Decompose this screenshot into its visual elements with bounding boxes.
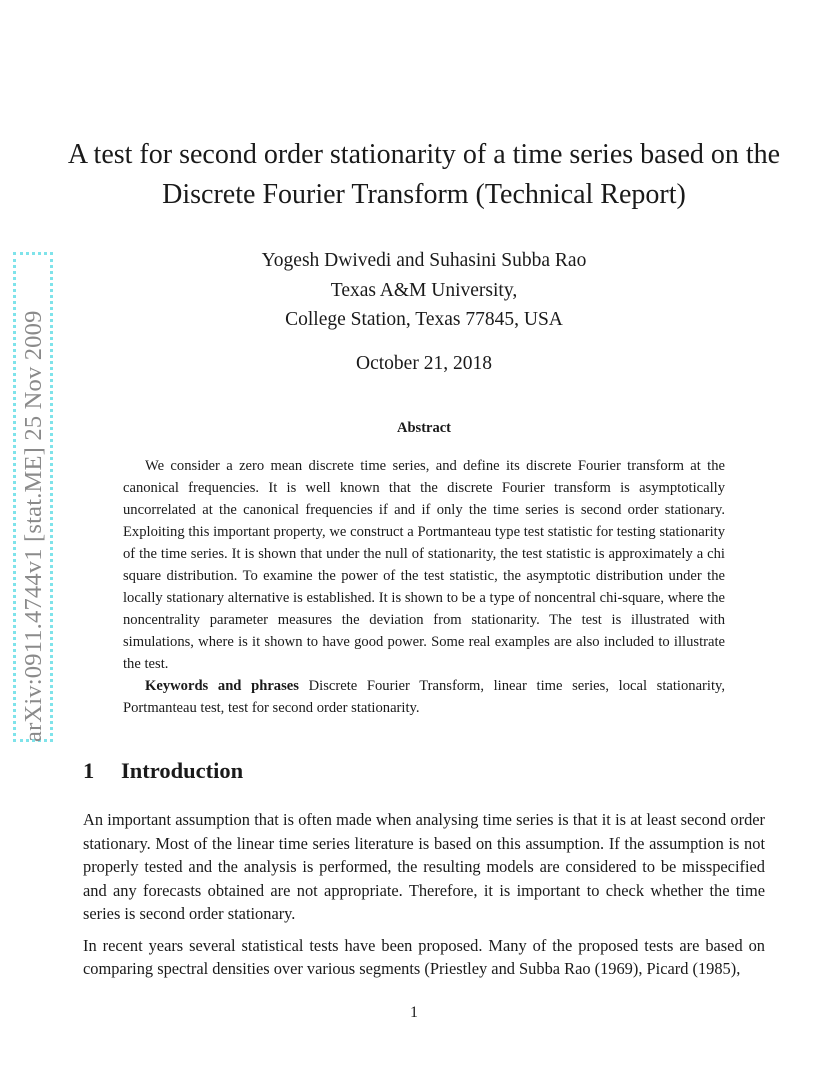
page-number: 1	[410, 1004, 418, 1021]
section-number: 1	[83, 758, 95, 783]
keywords-list: Discrete Fourier Transform, linear time series, local stationarity, Portmanteau test, test for second order stationarity.	[123, 678, 726, 716]
section-title: Introduction	[121, 758, 244, 783]
keywords-paragraph	[123, 675, 725, 719]
paper-title: A test for second order stationarity of a time series based on the Discrete Fourier Transform (Technical Report)	[67, 139, 781, 210]
author-names: Yogesh Dwivedi and Suhasini Subba Rao	[261, 250, 587, 271]
arxiv-identifier: arXiv:0911.4744v1 [stat.ME] 25 Nov 2009	[20, 310, 47, 742]
abstract-body	[123, 455, 725, 719]
paper-date: October 21, 2018	[356, 353, 492, 374]
section-body	[83, 808, 765, 989]
body-paragraph: In recent years several statistical tests have been proposed. Many of the proposed tests are based on comparing spectral densities over various segments (Priestley and Subba Rao (1969), Picard (1985),	[83, 935, 765, 978]
section-heading	[83, 756, 243, 786]
author-address: College Station, Texas 77845, USA	[285, 309, 563, 330]
author-block	[100, 246, 748, 335]
body-paragraph: An important assumption that is often made when analysing time series is that it is at least second order stationary. Most of the linear time series literature is based on this assumption. If the assumption is not properly tested and the analysis is performed, the resulting models are considered to be misspecified and any forecasts obtained are not appropriate. Therefore, it is important to check whether the time series is second order stationary.	[83, 810, 765, 923]
abstract-heading: Abstract	[397, 420, 451, 436]
author-affiliation: Texas A&M University,	[330, 279, 518, 301]
keywords-label: Keywords and phrases	[145, 678, 299, 694]
abstract-text: We consider a zero mean discrete time series, and define its discrete Fourier transform at the canonical frequencies. It is well known that the discrete Fourier transform is asymptotically uncorrelated at the canonical frequencies if and if only the time series is second order stationary. Exploiting this important property, we construct a Portmanteau type test statistic for testing stationarity of the time series. It is shown that under the null of stationarity, the test statistic is approximately a chi square distribution. To examine the power of the test statistic, the asymptotic distribution under the locally stationary alternative is established. It is shown to be a type of noncentral chi-square, where the noncentrality parameter measures the deviation from stationarity. The test is illustrated with simulations, where is it shown to have good power. Some real examples are also included to illustrate the test.	[123, 458, 725, 672]
